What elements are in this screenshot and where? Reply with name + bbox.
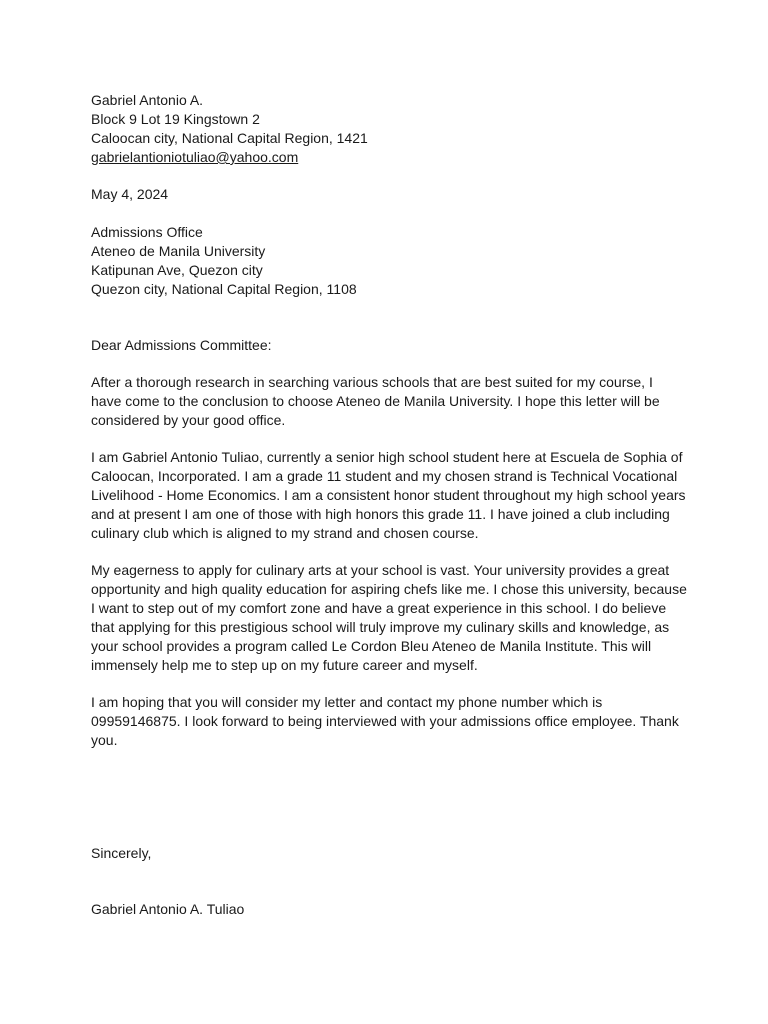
salutation-block bbox=[91, 336, 691, 355]
paragraph-line: opportunity and high quality education for aspiring chefs like me. I chose this university, because bbox=[91, 581, 687, 597]
recipient-line2: Ateneo de Manila University bbox=[91, 243, 266, 259]
paragraph-line: you. bbox=[91, 732, 118, 748]
paragraph-line: 09959146875. I look forward to being interviewed with your admissions office employee. Thank bbox=[91, 713, 679, 729]
salutation: Dear Admissions Committee: bbox=[91, 337, 272, 353]
paragraph-4 bbox=[91, 693, 691, 750]
closing: Sincerely, bbox=[91, 845, 152, 861]
paragraph-line: that applying for this prestigious school will truly improve my culinary skills and knowledge, as bbox=[91, 619, 670, 635]
letter-date: May 4, 2024 bbox=[91, 186, 169, 202]
paragraph-2 bbox=[91, 448, 691, 543]
paragraph-1 bbox=[91, 373, 691, 430]
paragraph-line: considered by your good office. bbox=[91, 412, 286, 428]
paragraph-line: I want to step out of my comfort zone and have a great experience in this school. I do believe bbox=[91, 600, 667, 616]
sender-block bbox=[91, 91, 691, 167]
sender-email-link[interactable]: gabrielantioniotuliao@yahoo.com bbox=[91, 149, 299, 165]
paragraph-line: My eagerness to apply for culinary arts at your school is vast. Your university provides a great bbox=[91, 562, 670, 578]
closing-block bbox=[91, 844, 691, 863]
sender-address-line1: Block 9 Lot 19 Kingstown 2 bbox=[91, 111, 260, 127]
paragraph-line: immensely help me to step up on my future career and myself. bbox=[91, 657, 478, 673]
paragraph-3 bbox=[91, 561, 691, 675]
paragraph-line: After a thorough research in searching various schools that are best suited for my course, I bbox=[91, 374, 653, 390]
paragraph-line: your school provides a program called Le Cordon Bleu Ateneo de Manila Institute. This will bbox=[91, 638, 652, 654]
sender-name: Gabriel Antonio A. bbox=[91, 92, 204, 108]
recipient-line4: Quezon city, National Capital Region, 1108 bbox=[91, 281, 357, 297]
recipient-line3: Katipunan Ave, Quezon city bbox=[91, 262, 263, 278]
paragraph-line: Caloocan, Incorporated. I am a grade 11 student and my chosen strand is Technical Vocational bbox=[91, 468, 678, 484]
paragraph-line: Livelihood - Home Economics. I am a consistent honor student throughout my high school years bbox=[91, 487, 686, 503]
paragraph-line: I am Gabriel Antonio Tuliao, currently a senior high school student here at Escuela de Sophia of bbox=[91, 449, 683, 465]
signature-block bbox=[91, 900, 691, 919]
paragraph-line: and at present I am one of those with high honors this grade 11. I have joined a club including bbox=[91, 506, 670, 522]
recipient-line1: Admissions Office bbox=[91, 224, 203, 240]
date-block bbox=[91, 185, 691, 204]
paragraph-line: I am hoping that you will consider my letter and contact my phone number which is bbox=[91, 694, 603, 710]
recipient-block bbox=[91, 223, 691, 299]
sender-address-line2: Caloocan city, National Capital Region, 1421 bbox=[91, 130, 368, 146]
paragraph-line: have come to the conclusion to choose Ateneo de Manila University. I hope this letter will be bbox=[91, 393, 660, 409]
paragraph-line: culinary club which is aligned to my strand and chosen course. bbox=[91, 525, 479, 541]
signature-name: Gabriel Antonio A. Tuliao bbox=[91, 901, 245, 917]
